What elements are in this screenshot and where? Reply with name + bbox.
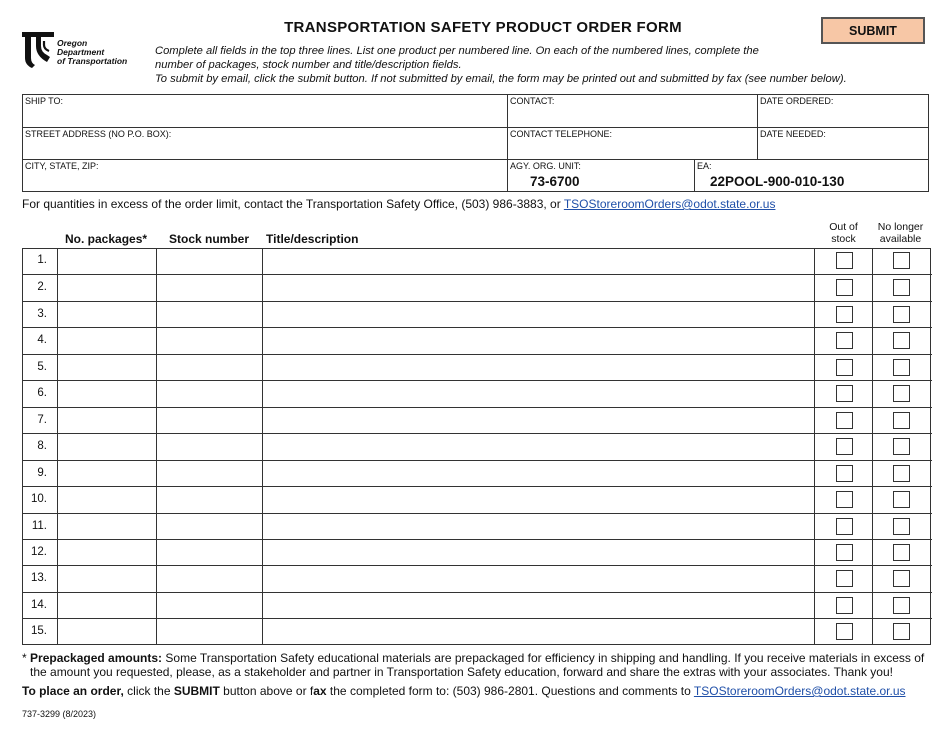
out-of-stock-checkbox[interactable] bbox=[836, 544, 853, 561]
date-ordered-field[interactable] bbox=[758, 95, 928, 128]
odot-logo-icon bbox=[20, 28, 56, 68]
row-number bbox=[23, 302, 58, 328]
table-row bbox=[23, 433, 932, 460]
stock-number-cell[interactable] bbox=[157, 275, 263, 301]
title-description-cell[interactable] bbox=[263, 566, 815, 592]
tso-email-link[interactable]: TSOStoreroomOrders@odot.state.or.us bbox=[563, 197, 776, 211]
table-row bbox=[23, 513, 932, 540]
order-text-2: button above or f bbox=[219, 684, 314, 698]
row-number-label: 5. bbox=[37, 360, 47, 373]
order-fax-word: ax bbox=[313, 684, 327, 698]
out-of-stock-cell bbox=[815, 434, 873, 460]
no-longer-available-cell bbox=[873, 275, 930, 301]
no-longer-available-checkbox[interactable] bbox=[893, 465, 910, 482]
order-text-1: click the bbox=[123, 684, 174, 698]
no-longer-line-1: No longer bbox=[877, 221, 924, 233]
no-longer-available-checkbox[interactable] bbox=[893, 623, 910, 640]
table-row bbox=[23, 539, 932, 566]
row-number bbox=[23, 355, 58, 381]
out-of-stock-cell bbox=[815, 514, 873, 540]
column-header-no-longer-available bbox=[872, 221, 929, 245]
packages-cell[interactable] bbox=[58, 461, 157, 487]
packages-cell[interactable] bbox=[58, 566, 157, 592]
no-longer-available-cell bbox=[873, 540, 930, 566]
packages-cell[interactable] bbox=[58, 328, 157, 354]
out-of-stock-cell bbox=[815, 275, 873, 301]
no-longer-available-checkbox[interactable] bbox=[893, 491, 910, 508]
row-number-label: 15. bbox=[31, 625, 47, 638]
stock-number-cell[interactable] bbox=[157, 355, 263, 381]
packages-cell[interactable] bbox=[58, 408, 157, 434]
row-number bbox=[23, 275, 58, 301]
table-row bbox=[23, 565, 932, 592]
table-row bbox=[23, 592, 932, 619]
no-longer-available-checkbox[interactable] bbox=[893, 252, 910, 269]
table-row bbox=[23, 407, 932, 434]
ship-to-field[interactable] bbox=[23, 95, 508, 128]
row-number-label: 9. bbox=[37, 466, 47, 479]
no-longer-available-cell bbox=[873, 355, 930, 381]
title-description-cell[interactable] bbox=[263, 248, 815, 275]
row-number bbox=[23, 540, 58, 566]
out-of-stock-cell bbox=[815, 593, 873, 619]
out-of-stock-cell bbox=[815, 619, 873, 645]
form-number: 737-3299 (8/2023) bbox=[22, 709, 97, 719]
no-longer-available-cell bbox=[873, 593, 930, 619]
row-number bbox=[23, 566, 58, 592]
packages-cell[interactable] bbox=[58, 302, 157, 328]
product-table bbox=[22, 248, 931, 645]
row-number-label: 11. bbox=[31, 519, 47, 532]
out-of-stock-cell bbox=[815, 328, 873, 354]
no-longer-available-checkbox[interactable] bbox=[893, 518, 910, 535]
agency-org-unit-field bbox=[508, 160, 695, 191]
no-longer-available-checkbox[interactable] bbox=[893, 570, 910, 587]
prepackaged-footnote: * Prepackaged amounts: Some Transportation Safety educational materials are prepackaged for efficiency in shipping and handling. If you receive materials in excess of the amount you requested, please, as a stakeholder and partner in Transportation Safety education, forward and share the extras with your associates. Thank you! bbox=[22, 651, 934, 679]
title-description-cell[interactable] bbox=[263, 275, 815, 301]
out-of-stock-checkbox[interactable] bbox=[836, 623, 853, 640]
logo-line-2: Department bbox=[57, 47, 105, 57]
packages-cell[interactable] bbox=[58, 434, 157, 460]
table-row bbox=[23, 248, 932, 275]
row-number bbox=[23, 487, 58, 513]
out-of-stock-cell bbox=[815, 381, 873, 407]
order-text-3: the completed form to: (503) 986-2801. Questions and comments to bbox=[326, 684, 694, 698]
date-needed-label: DATE NEEDED: bbox=[760, 129, 826, 139]
stock-number-cell[interactable] bbox=[157, 593, 263, 619]
out-of-stock-cell bbox=[815, 355, 873, 381]
no-longer-available-checkbox[interactable] bbox=[893, 359, 910, 376]
row-number-label: 6. bbox=[37, 387, 47, 400]
table-row bbox=[23, 274, 932, 301]
packages-cell[interactable] bbox=[58, 355, 157, 381]
no-longer-available-cell bbox=[873, 566, 930, 592]
ea-value: 22POOL-900-010-130 bbox=[710, 174, 845, 189]
form-title: TRANSPORTATION SAFETY PRODUCT ORDER FORM bbox=[284, 19, 682, 36]
out-of-stock-checkbox[interactable] bbox=[836, 385, 853, 402]
row-number-label: 1. bbox=[37, 254, 47, 266]
instruction-line-2: number of packages, stock number and title/description fields. bbox=[155, 59, 462, 71]
out-of-stock-cell bbox=[815, 487, 873, 513]
stock-number-cell[interactable] bbox=[157, 381, 263, 407]
table-row bbox=[23, 380, 932, 407]
packages-cell[interactable] bbox=[58, 248, 157, 275]
tso-email-link-footer[interactable]: TSOStoreroomOrders@odot.state.or.us bbox=[693, 684, 906, 698]
submit-button[interactable]: SUBMIT bbox=[821, 17, 925, 44]
no-longer-available-checkbox[interactable] bbox=[893, 332, 910, 349]
city-state-zip-field[interactable] bbox=[23, 160, 508, 191]
row-number-label: 8. bbox=[37, 440, 47, 453]
out-of-stock-checkbox[interactable] bbox=[836, 332, 853, 349]
row-number-label: 7. bbox=[37, 413, 47, 426]
out-of-stock-line-2: stock bbox=[831, 233, 856, 245]
column-header-packages: No. packages* bbox=[65, 232, 148, 246]
contact-telephone-field[interactable] bbox=[508, 128, 758, 160]
stock-number-cell[interactable] bbox=[157, 302, 263, 328]
prepackaged-text-2: the amount you requested, please, as a stakeholder and partner in Transportation Safety education, forward and share the extras with your associates. Thank you! bbox=[30, 665, 893, 679]
title-description-cell[interactable] bbox=[263, 461, 815, 487]
title-description-cell[interactable] bbox=[263, 355, 815, 381]
row-number-label: 2. bbox=[37, 281, 47, 294]
packages-cell[interactable] bbox=[58, 540, 157, 566]
no-longer-available-cell bbox=[873, 302, 930, 328]
packages-cell[interactable] bbox=[58, 514, 157, 540]
contact-telephone-label: CONTACT TELEPHONE: bbox=[510, 129, 613, 139]
date-needed-field[interactable] bbox=[758, 128, 928, 160]
table-row bbox=[23, 486, 932, 513]
no-longer-available-cell bbox=[873, 461, 930, 487]
stock-number-cell[interactable] bbox=[157, 248, 263, 275]
out-of-stock-checkbox[interactable] bbox=[836, 570, 853, 587]
row-number-label: 12. bbox=[31, 545, 47, 558]
no-longer-available-cell bbox=[873, 328, 930, 354]
no-longer-available-cell bbox=[873, 248, 930, 275]
stock-number-cell[interactable] bbox=[157, 408, 263, 434]
out-of-stock-checkbox[interactable] bbox=[836, 438, 853, 455]
row-number bbox=[23, 593, 58, 619]
stock-number-cell[interactable] bbox=[157, 619, 263, 645]
title-description-cell[interactable] bbox=[263, 381, 815, 407]
ea-label: EA: bbox=[697, 161, 712, 171]
odot-logo bbox=[20, 28, 150, 68]
title-description-cell[interactable] bbox=[263, 593, 815, 619]
row-number-label: 14. bbox=[31, 598, 47, 611]
quantity-note-text: For quantities in excess of the order limit, contact the Transportation Safety Office, (503) 986-3883, or bbox=[22, 197, 564, 211]
out-of-stock-checkbox[interactable] bbox=[836, 412, 853, 429]
no-longer-available-cell bbox=[873, 514, 930, 540]
row-number-label: 4. bbox=[37, 334, 47, 347]
out-of-stock-cell bbox=[815, 302, 873, 328]
row-number bbox=[23, 248, 58, 275]
no-longer-line-2: available bbox=[879, 233, 922, 245]
table-row bbox=[23, 301, 932, 328]
row-number-label: 10. bbox=[31, 493, 47, 506]
ship-to-label: SHIP TO: bbox=[25, 96, 64, 106]
order-submit-word: SUBMIT bbox=[173, 684, 220, 698]
row-number bbox=[23, 434, 58, 460]
no-longer-available-cell bbox=[873, 408, 930, 434]
title-description-cell[interactable] bbox=[263, 619, 815, 645]
no-longer-available-checkbox[interactable] bbox=[893, 438, 910, 455]
order-header-block bbox=[22, 94, 929, 192]
out-of-stock-checkbox[interactable] bbox=[836, 279, 853, 296]
no-longer-available-checkbox[interactable] bbox=[893, 412, 910, 429]
title-description-cell[interactable] bbox=[263, 408, 815, 434]
prepackaged-label: Prepackaged amounts: bbox=[30, 651, 163, 665]
column-header-title: Title/description bbox=[266, 232, 359, 246]
out-of-stock-checkbox[interactable] bbox=[836, 306, 853, 323]
order-lead: To place an order, bbox=[22, 684, 124, 698]
row-number-label: 13. bbox=[31, 572, 47, 585]
out-of-stock-checkbox[interactable] bbox=[836, 252, 853, 269]
row-number bbox=[23, 514, 58, 540]
packages-cell[interactable] bbox=[58, 487, 157, 513]
out-of-stock-cell bbox=[815, 461, 873, 487]
street-address-field[interactable] bbox=[23, 128, 508, 160]
street-address-label: STREET ADDRESS (NO P.O. BOX): bbox=[25, 129, 172, 139]
title-description-cell[interactable] bbox=[263, 514, 815, 540]
no-longer-available-checkbox[interactable] bbox=[893, 279, 910, 296]
title-description-cell[interactable] bbox=[263, 328, 815, 354]
contact-label: CONTACT: bbox=[510, 96, 555, 106]
table-row bbox=[23, 354, 932, 381]
title-description-cell[interactable] bbox=[263, 540, 815, 566]
out-of-stock-line-1: Out of bbox=[829, 221, 858, 233]
row-number bbox=[23, 328, 58, 354]
row-number-label: 3. bbox=[37, 307, 47, 320]
no-longer-available-checkbox[interactable] bbox=[893, 544, 910, 561]
out-of-stock-checkbox[interactable] bbox=[836, 359, 853, 376]
stock-number-cell[interactable] bbox=[157, 514, 263, 540]
row-number bbox=[23, 461, 58, 487]
ea-field bbox=[695, 160, 928, 191]
prepackaged-text-1: Some Transportation Safety educational materials are prepackaged for efficiency in shipping and handling. If you receive materials in excess of bbox=[162, 651, 925, 665]
row-number bbox=[23, 408, 58, 434]
quantity-note bbox=[22, 197, 775, 211]
date-ordered-label: DATE ORDERED: bbox=[760, 96, 834, 106]
table-row bbox=[23, 327, 932, 354]
packages-cell[interactable] bbox=[58, 593, 157, 619]
agency-org-unit-label: AGY. ORG. UNIT: bbox=[510, 161, 581, 171]
order-instructions bbox=[22, 684, 906, 698]
title-description-cell[interactable] bbox=[263, 487, 815, 513]
title-description-cell[interactable] bbox=[263, 434, 815, 460]
instruction-line-1: Complete all fields in the top three lines. List one product per numbered line. On each of the numbered lines, complete the bbox=[155, 45, 759, 57]
out-of-stock-checkbox[interactable] bbox=[836, 597, 853, 614]
instruction-line-3: To submit by email, click the submit button. If not submitted by email, the form may be printed out and submitted by fax (see number below). bbox=[155, 73, 847, 85]
logo-line-3: of Transportation bbox=[57, 56, 128, 66]
no-longer-available-cell bbox=[873, 381, 930, 407]
out-of-stock-cell bbox=[815, 566, 873, 592]
column-header-stock: Stock number bbox=[169, 232, 250, 246]
out-of-stock-checkbox[interactable] bbox=[836, 518, 853, 535]
city-state-zip-label: CITY, STATE, ZIP: bbox=[25, 161, 99, 171]
contact-field[interactable] bbox=[508, 95, 758, 128]
stock-number-cell[interactable] bbox=[157, 434, 263, 460]
table-row bbox=[23, 618, 932, 645]
stock-number-cell[interactable] bbox=[157, 328, 263, 354]
out-of-stock-cell bbox=[815, 408, 873, 434]
out-of-stock-checkbox[interactable] bbox=[836, 491, 853, 508]
agency-org-unit-value: 73-6700 bbox=[530, 174, 580, 189]
stock-number-cell[interactable] bbox=[157, 487, 263, 513]
stock-number-cell[interactable] bbox=[157, 540, 263, 566]
row-number bbox=[23, 619, 58, 645]
no-longer-available-checkbox[interactable] bbox=[893, 385, 910, 402]
packages-cell[interactable] bbox=[58, 381, 157, 407]
no-longer-available-checkbox[interactable] bbox=[893, 306, 910, 323]
instructions bbox=[155, 44, 915, 86]
no-longer-available-checkbox[interactable] bbox=[893, 597, 910, 614]
out-of-stock-cell bbox=[815, 540, 873, 566]
logo-line-1: Oregon bbox=[57, 38, 88, 48]
out-of-stock-checkbox[interactable] bbox=[836, 465, 853, 482]
out-of-stock-cell bbox=[815, 248, 873, 275]
title-description-cell[interactable] bbox=[263, 302, 815, 328]
packages-cell[interactable] bbox=[58, 275, 157, 301]
column-header-out-of-stock bbox=[815, 221, 872, 245]
no-longer-available-cell bbox=[873, 434, 930, 460]
stock-number-cell[interactable] bbox=[157, 566, 263, 592]
table-row bbox=[23, 460, 932, 487]
no-longer-available-cell bbox=[873, 487, 930, 513]
packages-cell[interactable] bbox=[58, 619, 157, 645]
no-longer-available-cell bbox=[873, 619, 930, 645]
stock-number-cell[interactable] bbox=[157, 461, 263, 487]
row-number bbox=[23, 381, 58, 407]
